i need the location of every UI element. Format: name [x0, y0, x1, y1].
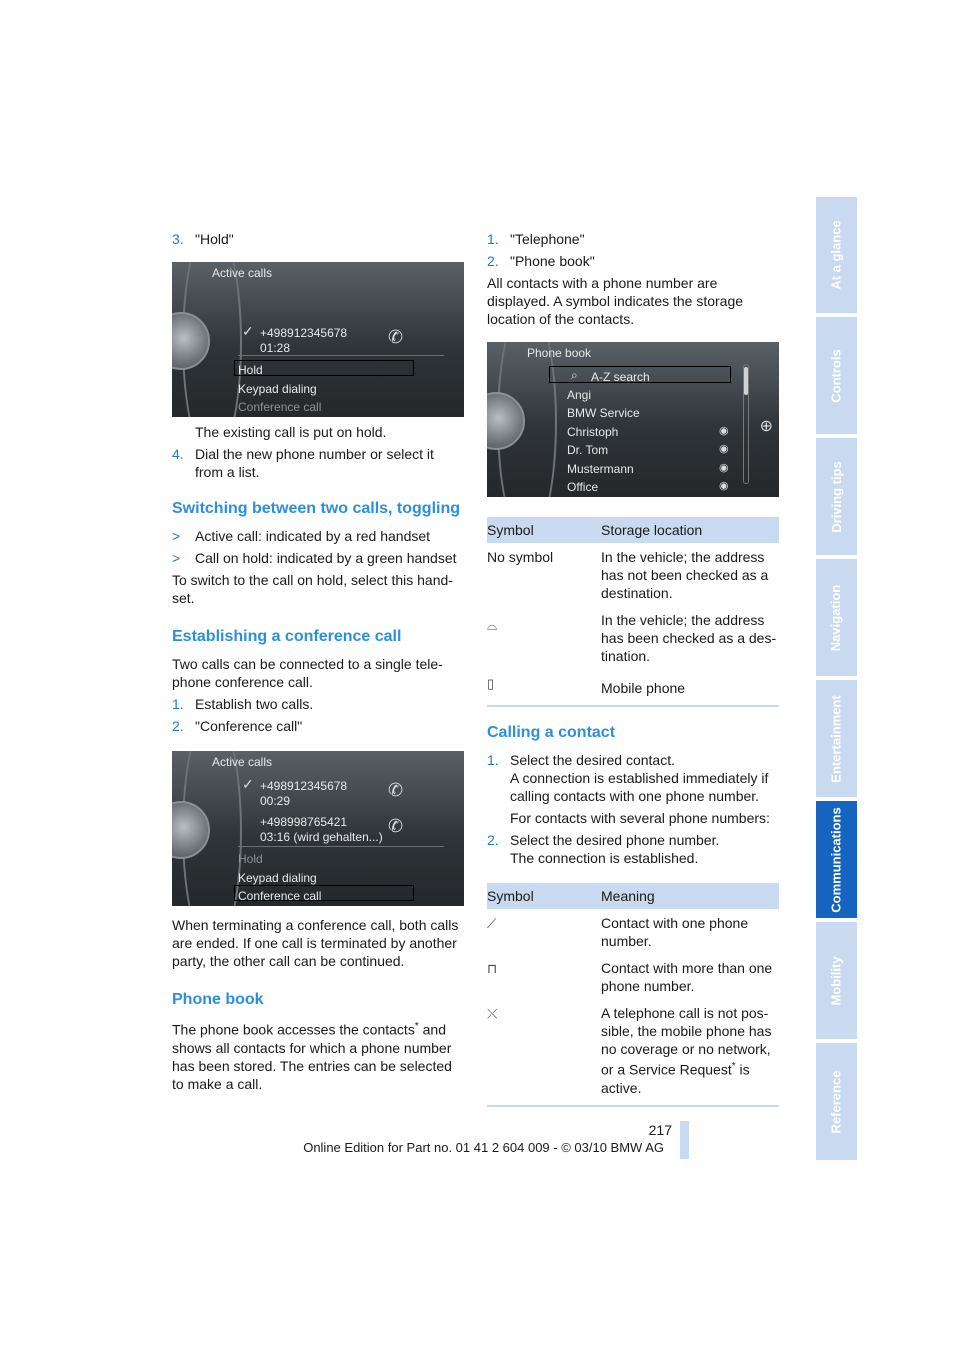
calling-step-2-detail: The connection is established. — [510, 850, 699, 866]
symbol-meaning-table — [487, 883, 779, 1107]
asterisk-mark: * — [414, 1021, 419, 1032]
table-row: ⌓ In the vehicle; the address has been checked as a des-tination. — [487, 612, 777, 664]
mobile-phone-icon: ◉ — [719, 443, 729, 455]
call-time: 01:28 — [260, 341, 291, 355]
contacts-para: All contacts with a phone number are displayed. A symbol indicates the storage location of the contacts. — [487, 275, 744, 327]
checked-address-icon: ⌓ — [487, 618, 498, 633]
plus-knob-icon: ⊕ — [759, 418, 773, 435]
calling-step-2: 2. Select the desired phone number. — [487, 832, 720, 848]
table-row: ⊓ Contact with more than one phone number. — [487, 960, 773, 994]
contact-christoph: Christoph — [567, 425, 619, 439]
storage-location-table — [487, 517, 779, 707]
contact-bmw-service: BMW Service — [567, 406, 640, 420]
step-3: 3. "Hold" — [172, 231, 234, 247]
tab-driving-tips[interactable]: Driving tips — [816, 438, 857, 555]
calling-step-1: 1. Select the desired contact. — [487, 752, 675, 768]
az-search-item: A-Z search — [591, 370, 650, 384]
tab-reference[interactable]: Reference — [816, 1043, 857, 1160]
mobile-phone-icon: ◉ — [719, 480, 729, 492]
menu-item-conference: Conference call — [238, 400, 322, 414]
menu-item-keypad: Keypad dialing — [238, 871, 317, 885]
phonebook-screenshot — [487, 342, 779, 497]
mobile-phone-icon: ◉ — [719, 425, 729, 437]
active-calls-screenshot — [172, 262, 464, 417]
right-column — [487, 230, 779, 1117]
hold-result: The existing call is put on hold. — [195, 424, 387, 440]
call-time-1: 00:29 — [260, 794, 291, 808]
screen-header: Active calls — [212, 755, 273, 769]
step-2: 2. "Phone book" — [487, 253, 595, 269]
tab-at-a-glance[interactable]: At a glance — [816, 197, 857, 313]
conference-end-para: When terminating a conference call, both calls are ended. If one call is terminated by another party, the other call can be continued. — [172, 917, 459, 969]
calling-step-1-detail-2: For contacts with several phone numbers: — [510, 810, 770, 826]
toggle-heading: Switching between two calls, toggling — [172, 500, 461, 517]
tab-entertainment[interactable]: Entertainment — [816, 680, 857, 797]
screen-header: Phone book — [527, 346, 592, 360]
screen-header: Active calls — [212, 266, 273, 280]
toggle-para: To switch to the call on hold, select this hand-set. — [172, 572, 453, 606]
menu-item-hold: Hold — [238, 363, 263, 377]
handset-icon: ✆ — [388, 780, 404, 800]
contact-dr-tom: Dr. Tom — [567, 443, 609, 457]
conf-step-2: 2. "Conference call" — [172, 718, 303, 734]
table-row: No symbol In the vehicle; the address has not been checked as a destination. — [487, 549, 769, 601]
bullet-hold-call: > Call on hold: indicated by a green handset — [172, 550, 457, 566]
step-4: 4. Dial the new phone number or select it from a list. — [172, 446, 434, 480]
table-row: ▯ Mobile phone — [487, 669, 779, 706]
contact-mustermann: Mustermann — [567, 462, 634, 476]
tab-mobility[interactable]: Mobility — [816, 922, 857, 1039]
calling-step-1-detail: A connection is established immediately if calling contacts with one phone number. — [510, 770, 769, 804]
contact-angi: Angi — [567, 388, 592, 402]
call-time-2: 03:16 (wird gehalten...) — [260, 830, 383, 844]
conference-screenshot — [172, 751, 464, 906]
handset-icon: ✆ — [388, 816, 404, 836]
tab-communications[interactable]: Communications — [816, 801, 857, 918]
page-number: 217 — [648, 1122, 672, 1138]
tab-controls[interactable]: Controls — [816, 317, 857, 434]
menu-item-conference: Conference call — [238, 889, 322, 903]
call-number-2: +498998765421 — [260, 815, 348, 829]
menu-item-hold: Hold — [238, 852, 263, 866]
menu-item-keypad: Keypad dialing — [238, 382, 317, 396]
table-row: ⤬ A telephone call is not pos-sible, the mobile phone has no coverage or no network, or a Service Request* is active. — [487, 999, 779, 1106]
call-number-1: +498912345678 — [260, 779, 348, 793]
contact-office: Office — [567, 480, 599, 494]
bullet-active-call: > Active call: indicated by a red handset — [172, 528, 431, 544]
footer-text: Online Edition for Part no. 01 41 2 604 009 - © 03/10 BMW AG — [303, 1140, 664, 1155]
mobile-phone-icon: ◉ — [719, 462, 729, 474]
left-column — [172, 230, 464, 1097]
table-header-row: Symbol Meaning — [487, 883, 779, 909]
check-icon: ✓ — [242, 323, 254, 339]
mobile-phone-icon: ▯ — [487, 676, 495, 691]
handset-icon: ✆ — [388, 327, 404, 347]
check-icon: ✓ — [242, 776, 254, 792]
tab-navigation[interactable]: Navigation — [816, 559, 857, 676]
step-1: 1. "Telephone" — [487, 231, 585, 247]
single-handset-icon: ⟋ — [487, 916, 497, 931]
page-marker — [680, 1121, 689, 1159]
scrollbar — [743, 364, 749, 484]
table-row: ⟋ Contact with one phone number. — [487, 915, 749, 949]
calling-heading: Calling a contact — [487, 724, 616, 741]
chapter-sidebar — [816, 197, 857, 1160]
asterisk-mark: * — [731, 1061, 736, 1072]
conf-step-1: 1. Establish two calls. — [172, 696, 314, 712]
search-icon: ⌕ — [571, 368, 578, 382]
phonebook-heading: Phone book — [172, 991, 264, 1008]
call-number: +498912345678 — [260, 326, 348, 340]
multi-number-icon: ⊓ — [487, 961, 498, 976]
no-call-icon: ⤬ — [487, 1006, 498, 1021]
conference-heading: Establishing a conference call — [172, 628, 402, 645]
conference-para: Two calls can be connected to a single tele-phone conference call. — [172, 656, 443, 690]
phonebook-para: The phone book accesses the contacts* and shows all contacts for which a phone number has been stored. The entries can be selected to make a call. — [172, 1021, 452, 1092]
table-header-row: Symbol Storage location — [487, 517, 779, 543]
